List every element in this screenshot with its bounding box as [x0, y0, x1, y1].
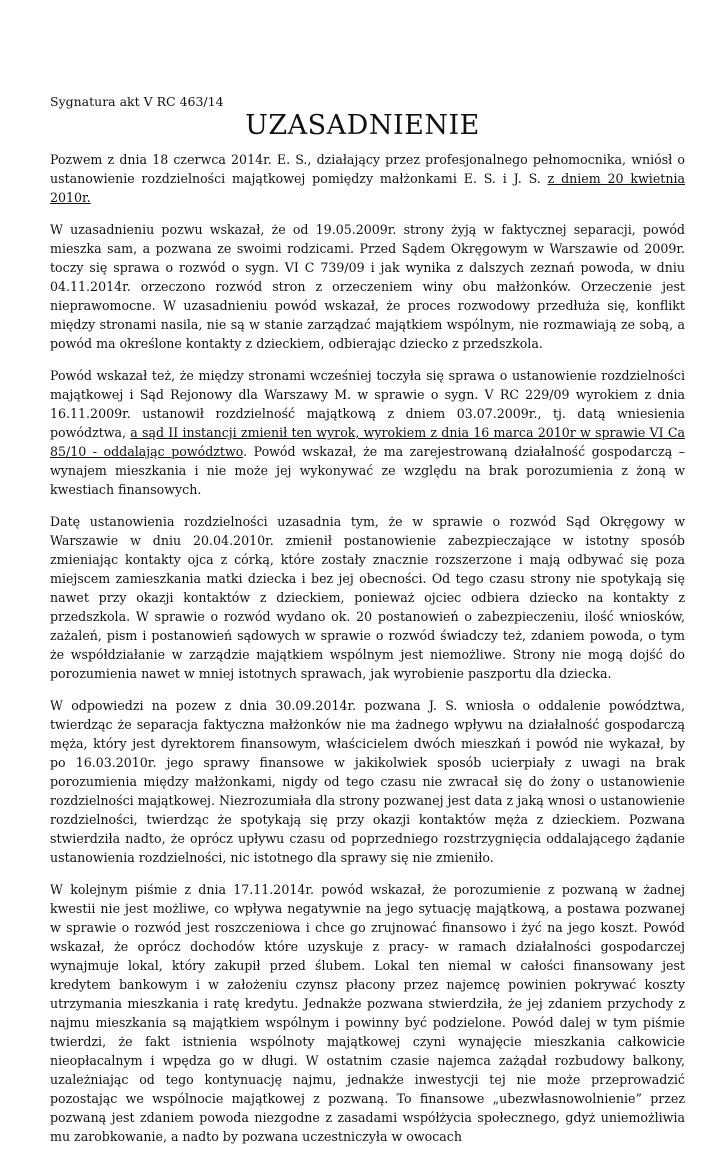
paragraph-text: Datę ustanowienia rozdzielności uzasadnia tym, że w sprawie o rozwód Sąd Okręgowy w Warszawie w dniu 20.04.2010r. zmienił postanowienie zabezpieczające w istotny sposób zmieniając kontakty ojca z córką, które zostały znacznie rozszerzone i mają odbywać się poza miejscem zamieszkania matki dziecka i bez jej obecności. Od tego czasu strony nie spotykają się nawet przy okazji kontaktów z dzieckiem, ponieważ ojciec odbiera dziecko na kontakty z przedszkola. W sprawie o rozwód wydano ok. 20 postanowień o zabezpieczeniu, ilość wniosków, zażaleń, pism i postanowień sądowych w sprawie o rozwód świadczy też, zdaniem powoda, o tym że współdziałanie w zarządzie majątkiem wspólnym jest niemożliwe. Strony nie mogą dojść do porozumienia nawet w mniej istotnych sprawach, jak wyrobienie paszportu dla dziecka. — [50, 514, 685, 681]
paragraph-4 — [50, 512, 685, 683]
paragraph-text: W uzasadnieniu pozwu wskazał, że od 19.05.2009r. strony żyją w faktycznej separacji, powód mieszka sam, a pozwana ze swoimi rodzicami. Przed Sądem Okręgowym w Warszawie od 2009r. toczy się sprawa o rozwód o sygn. VI C 739/09 i jak wynika z dalszych zeznań powoda, w dniu 04.11.2014r. orzeczono rozwód stron z orzeczeniem winy obu małżonków. Orzeczenie jest nieprawomocne. W uzasadnieniu powód wskazał, że proces rozwodowy przedłuża się, konflikt między stronami nasila, nie są w stanie zarządzać majątkiem wspólnym, nie rozmawiają ze sobą, a powód ma określone kontakty z dzieckiem, odbierając dziecko z przedszkola. — [50, 222, 685, 351]
paragraph-6 — [50, 880, 685, 1146]
underlined-date: z dniem 20 kwietnia 2010r. — [50, 171, 685, 205]
paragraph-2 — [50, 220, 685, 353]
underlined-ruling: a sąd II instancji zmienił ten wyrok, wyrokiem z dnia 16 marca 2010r w sprawie VI Ca 85/10 - oddalając powództwo — [50, 425, 685, 459]
paragraph-3 — [50, 366, 685, 499]
paragraph-text: . Powód wskazał, że ma zarejestrowaną działalność gospodarczą – wynajem mieszkania i nie może jej wykonywać ze względu na brak porozumienia z żoną w kwestiach finansowych. — [50, 444, 685, 497]
paragraph-1 — [50, 150, 685, 207]
case-signature: Sygnatura akt V RC 463/14 — [50, 94, 224, 109]
paragraph-text: Pozwem z dnia 18 czerwca 2014r. E. S., działający przez profesjonalnego pełnomocnika, wniósł o ustanowienie rozdzielności majątkowej pomiędzy małżonkami E. S. i J. S. — [50, 152, 685, 186]
paragraph-text: W kolejnym piśmie z dnia 17.11.2014r. powód wskazał, że porozumienie z pozwaną w żadnej kwestii nie jest możliwe, co wpływa negatywnie na jego sytuację majątkową, a postawa pozwanej w sprawie o rozwód jest roszczeniowa i chce go zrujnować finansowo i żyć na jego koszt. Powód wskazał, że oprócz dochodów które uzyskuje z pracy- w ramach działalności gospodarczej wynajmuje lokal, który zakupił przed ślubem. Lokal ten niemal w całości finansowany jest kredytem bankowym i w założeniu czynsz płacony przez najemcę powinien pokrywać koszty utrzymania mieszkania i ratę kredytu. Jednakże pozwana stwierdziła, że jej zdaniem przychody z najmu mieszkania są majątkiem wspólnym i powinny być podzielone. Powód dalej w tym piśmie twierdzi, że fakt istnienia wspólnoty majątkowej czyni wynajęcie mieszkania całkowicie nieopłacalnym i wpędza go w długi. W ostatnim czasie najemca zażądał rozbudowy balkony, uzależniając od tego kontynuację najmu, jednakże inwestycji tej nie może przeprowadzić pozostając we wspólnocie majątkowej z pozwaną. To finansowe „ubezwłasnowolnienie” przez pozwaną jest zdaniem powoda niezgodne z zasadami współżycia społecznego, gdyż uniemożliwia mu zarobkowanie, a nadto by pozwana uczestniczyła w owocach — [50, 882, 685, 1144]
paragraph-5 — [50, 696, 685, 867]
document-title: UZASADNIENIE — [245, 110, 480, 141]
document-body — [50, 150, 685, 1159]
paragraph-text: Powód wskazał też, że między stronami wcześniej toczyła się sprawa o ustanowienie rozdzielności majątkowej i Sąd Rejonowy dla Warszawy M. w sprawie o sygn. V RC 229/09 wyrokiem z dnia 16.11.2009r. ustanowił rozdzielność majątkową z dniem 03.07.2009r., tj. datą wniesienia powództwa, — [50, 368, 685, 440]
paragraph-text: W odpowiedzi na pozew z dnia 30.09.2014r. pozwana J. S. wniosła o oddalenie powództwa, twierdząc że separacja faktyczna małżonków nie ma żadnego wpływu na działalność gospodarczą męża, który jest dyrektorem finansowym, właścicielem dwóch mieszkań i powód nie wykazał, by po 16.03.2010r. jego sprawy finansowe w jakikolwiek sposób ucierpiały z uwagi na brak porozumienia między małżonkami, nigdy od tego czasu nie zwracał się do żony o ustanowienie rozdzielności majątkowej. Niezrozumiała dla strony pozwanej jest data z jaką wnosi o ustanowienie rozdzielności, twierdząc że spotykają się przy okazji kontaktów męża z dzieckiem. Pozwana stwierdziła nadto, że oprócz upływu czasu od poprzedniego rozstrzygnięcia oddalającego żądanie ustanowienia rozdzielności, nic istotnego dla sprawy się nie zmieniło. — [50, 698, 685, 865]
